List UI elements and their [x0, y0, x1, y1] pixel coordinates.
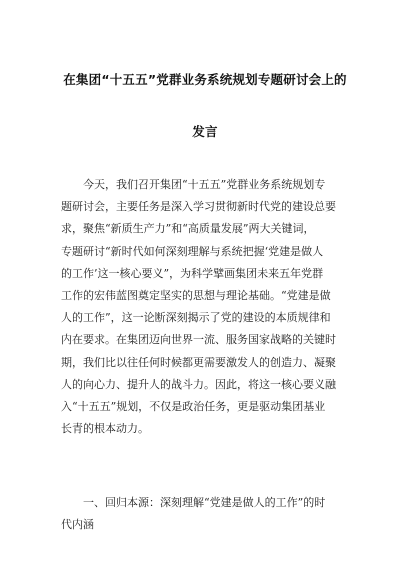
document-title-line-2: 发言 [192, 124, 218, 139]
paragraph-line: 长青的根本动力。 [61, 422, 149, 436]
paragraph-line: 入“十五五”规划，不仅是政治任务，更是驱动集团基业 [61, 399, 326, 413]
paragraph-line: 内在要求。在集团迈向世界一流、服务国家战略的关键时 [61, 333, 336, 347]
section-heading-line: 代内涵 [61, 518, 94, 532]
section-heading-1 [61, 492, 351, 536]
body-paragraph-intro [61, 174, 351, 440]
paragraph-line: 专题研讨“新时代如何深刻理解与系统把握‘党建是做人 [61, 244, 324, 258]
paragraph-line: 的工作’这一核心要义”，为科学擘画集团未来五年党群 [61, 266, 324, 280]
document-title-line-1: 在集团“十五五”党群业务系统规划专题研讨会上的 [63, 72, 347, 87]
paragraph-line: 今天，我们召开集团“十五五”党群业务系统规划专 [61, 178, 326, 191]
paragraph-line: 人的工作”，这一论断深刻揭示了党的建设的本质规律和 [61, 311, 331, 325]
paragraph-line: 题研讨会，主要任务是深入学习贯彻新时代党的建设总要 [61, 200, 336, 214]
section-heading-line: 一、回归本源：深刻理解“党建是做人的工作”的时 [61, 496, 326, 509]
paragraph-line: 人的向心力、提升人的战斗力。因此，将这一核心要义融 [61, 377, 336, 391]
paragraph-line: 工作的宏伟蓝图奠定坚实的思想与理论基础。“党建是做 [61, 288, 331, 302]
paragraph-line: 求，聚焦“新质生产力”和“高质量发展”两大关键词， [61, 222, 315, 236]
paragraph-line: 期，我们比以往任何时候都更需要激发人的创造力、凝聚 [61, 355, 336, 369]
